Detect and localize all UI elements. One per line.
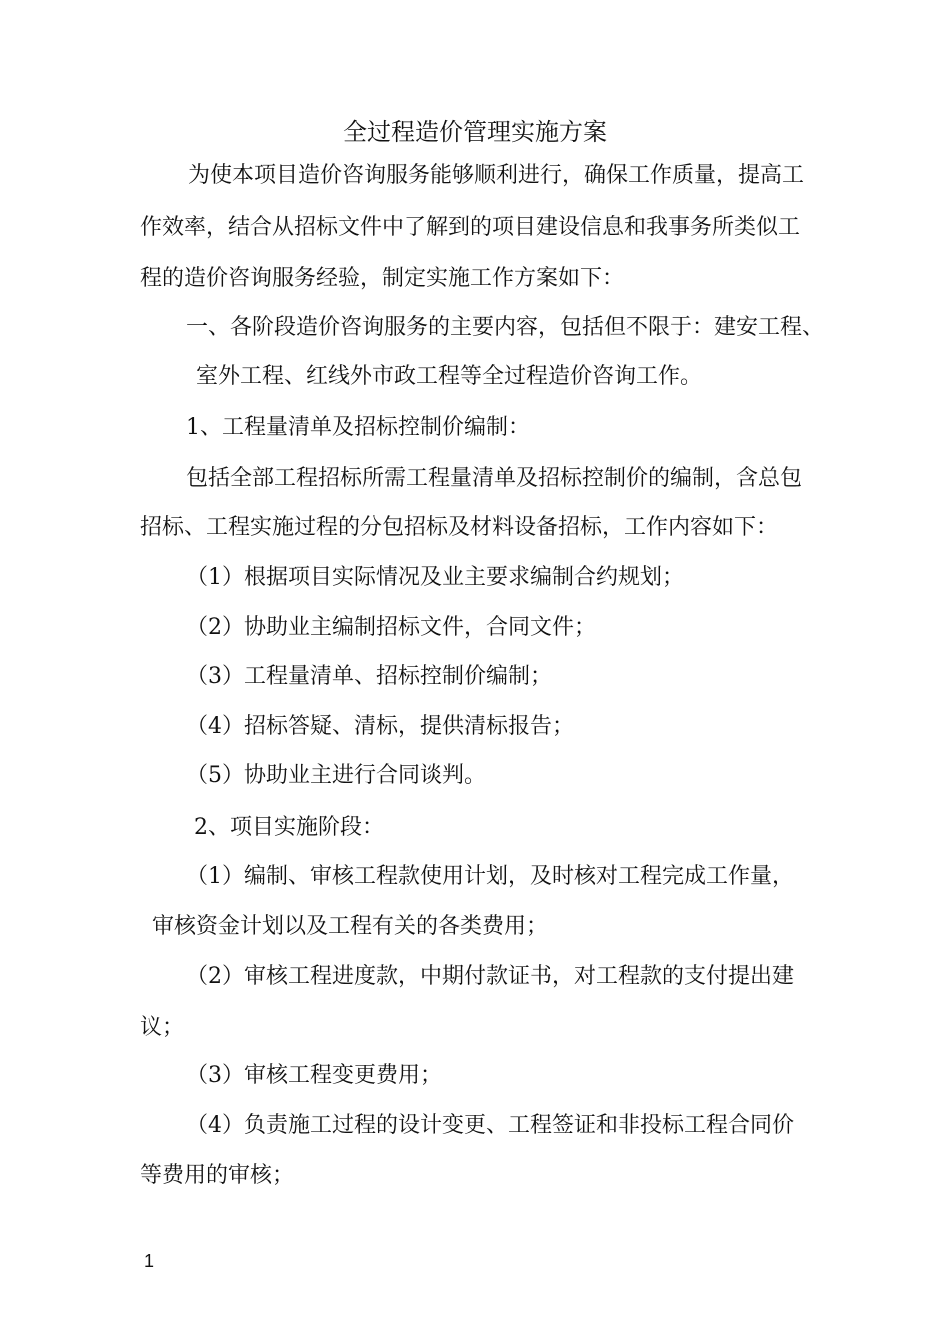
list-item: （4）负责施工过程的设计变更、工程签证和非投标工程合同价: [186, 1113, 794, 1138]
list-item: （2）协助业主编制招标文件，合同文件；: [186, 615, 596, 640]
paragraph-line: 室外工程、红线外市政工程等全过程造价咨询工作。: [196, 364, 703, 389]
paragraph-line: 招标、工程实施过程的分包招标及材料设备招标，工作内容如下：: [140, 515, 779, 540]
paragraph-line: 审核资金计划以及工程有关的各类费用；: [152, 914, 549, 939]
list-item: （2）审核工程进度款，中期付款证书，对工程款的支付提出建: [186, 964, 794, 989]
paragraph-line: 程的造价咨询服务经验，制定实施工作方案如下：: [140, 266, 625, 291]
paragraph-line: 为使本项目造价咨询服务能够顺利进行，确保工作质量，提高工: [188, 163, 805, 188]
list-item: （3）审核工程变更费用；: [186, 1063, 442, 1088]
list-item: （1）编制、审核工程款使用计划，及时核对工程完成工作量，: [186, 864, 794, 889]
page-number: 1: [144, 1251, 155, 1271]
list-item: （5）协助业主进行合同谈判。: [186, 763, 486, 788]
subsection-heading: 2、项目实施阶段：: [194, 815, 384, 840]
subsection-heading: 1、工程量清单及招标控制价编制：: [186, 415, 530, 440]
document-title: 全过程造价管理实施方案: [343, 118, 607, 146]
paragraph-line: 议；: [140, 1015, 185, 1040]
paragraph-line: 等费用的审核；: [140, 1163, 295, 1188]
section-heading: 一、各阶段造价咨询服务的主要内容，包括但不限于：建安工程、: [186, 315, 825, 340]
list-item: （3）工程量清单、招标控制价编制；: [186, 664, 552, 689]
paragraph-line: 作效率，结合从招标文件中了解到的项目建设信息和我事务所类似工: [140, 215, 801, 240]
list-item: （1）根据项目实际情况及业主要求编制合约规划；: [186, 565, 684, 590]
list-item: （4）招标答疑、清标，提供清标报告；: [186, 714, 574, 739]
paragraph-line: 包括全部工程招标所需工程量清单及招标控制价的编制，含总包: [186, 466, 803, 491]
